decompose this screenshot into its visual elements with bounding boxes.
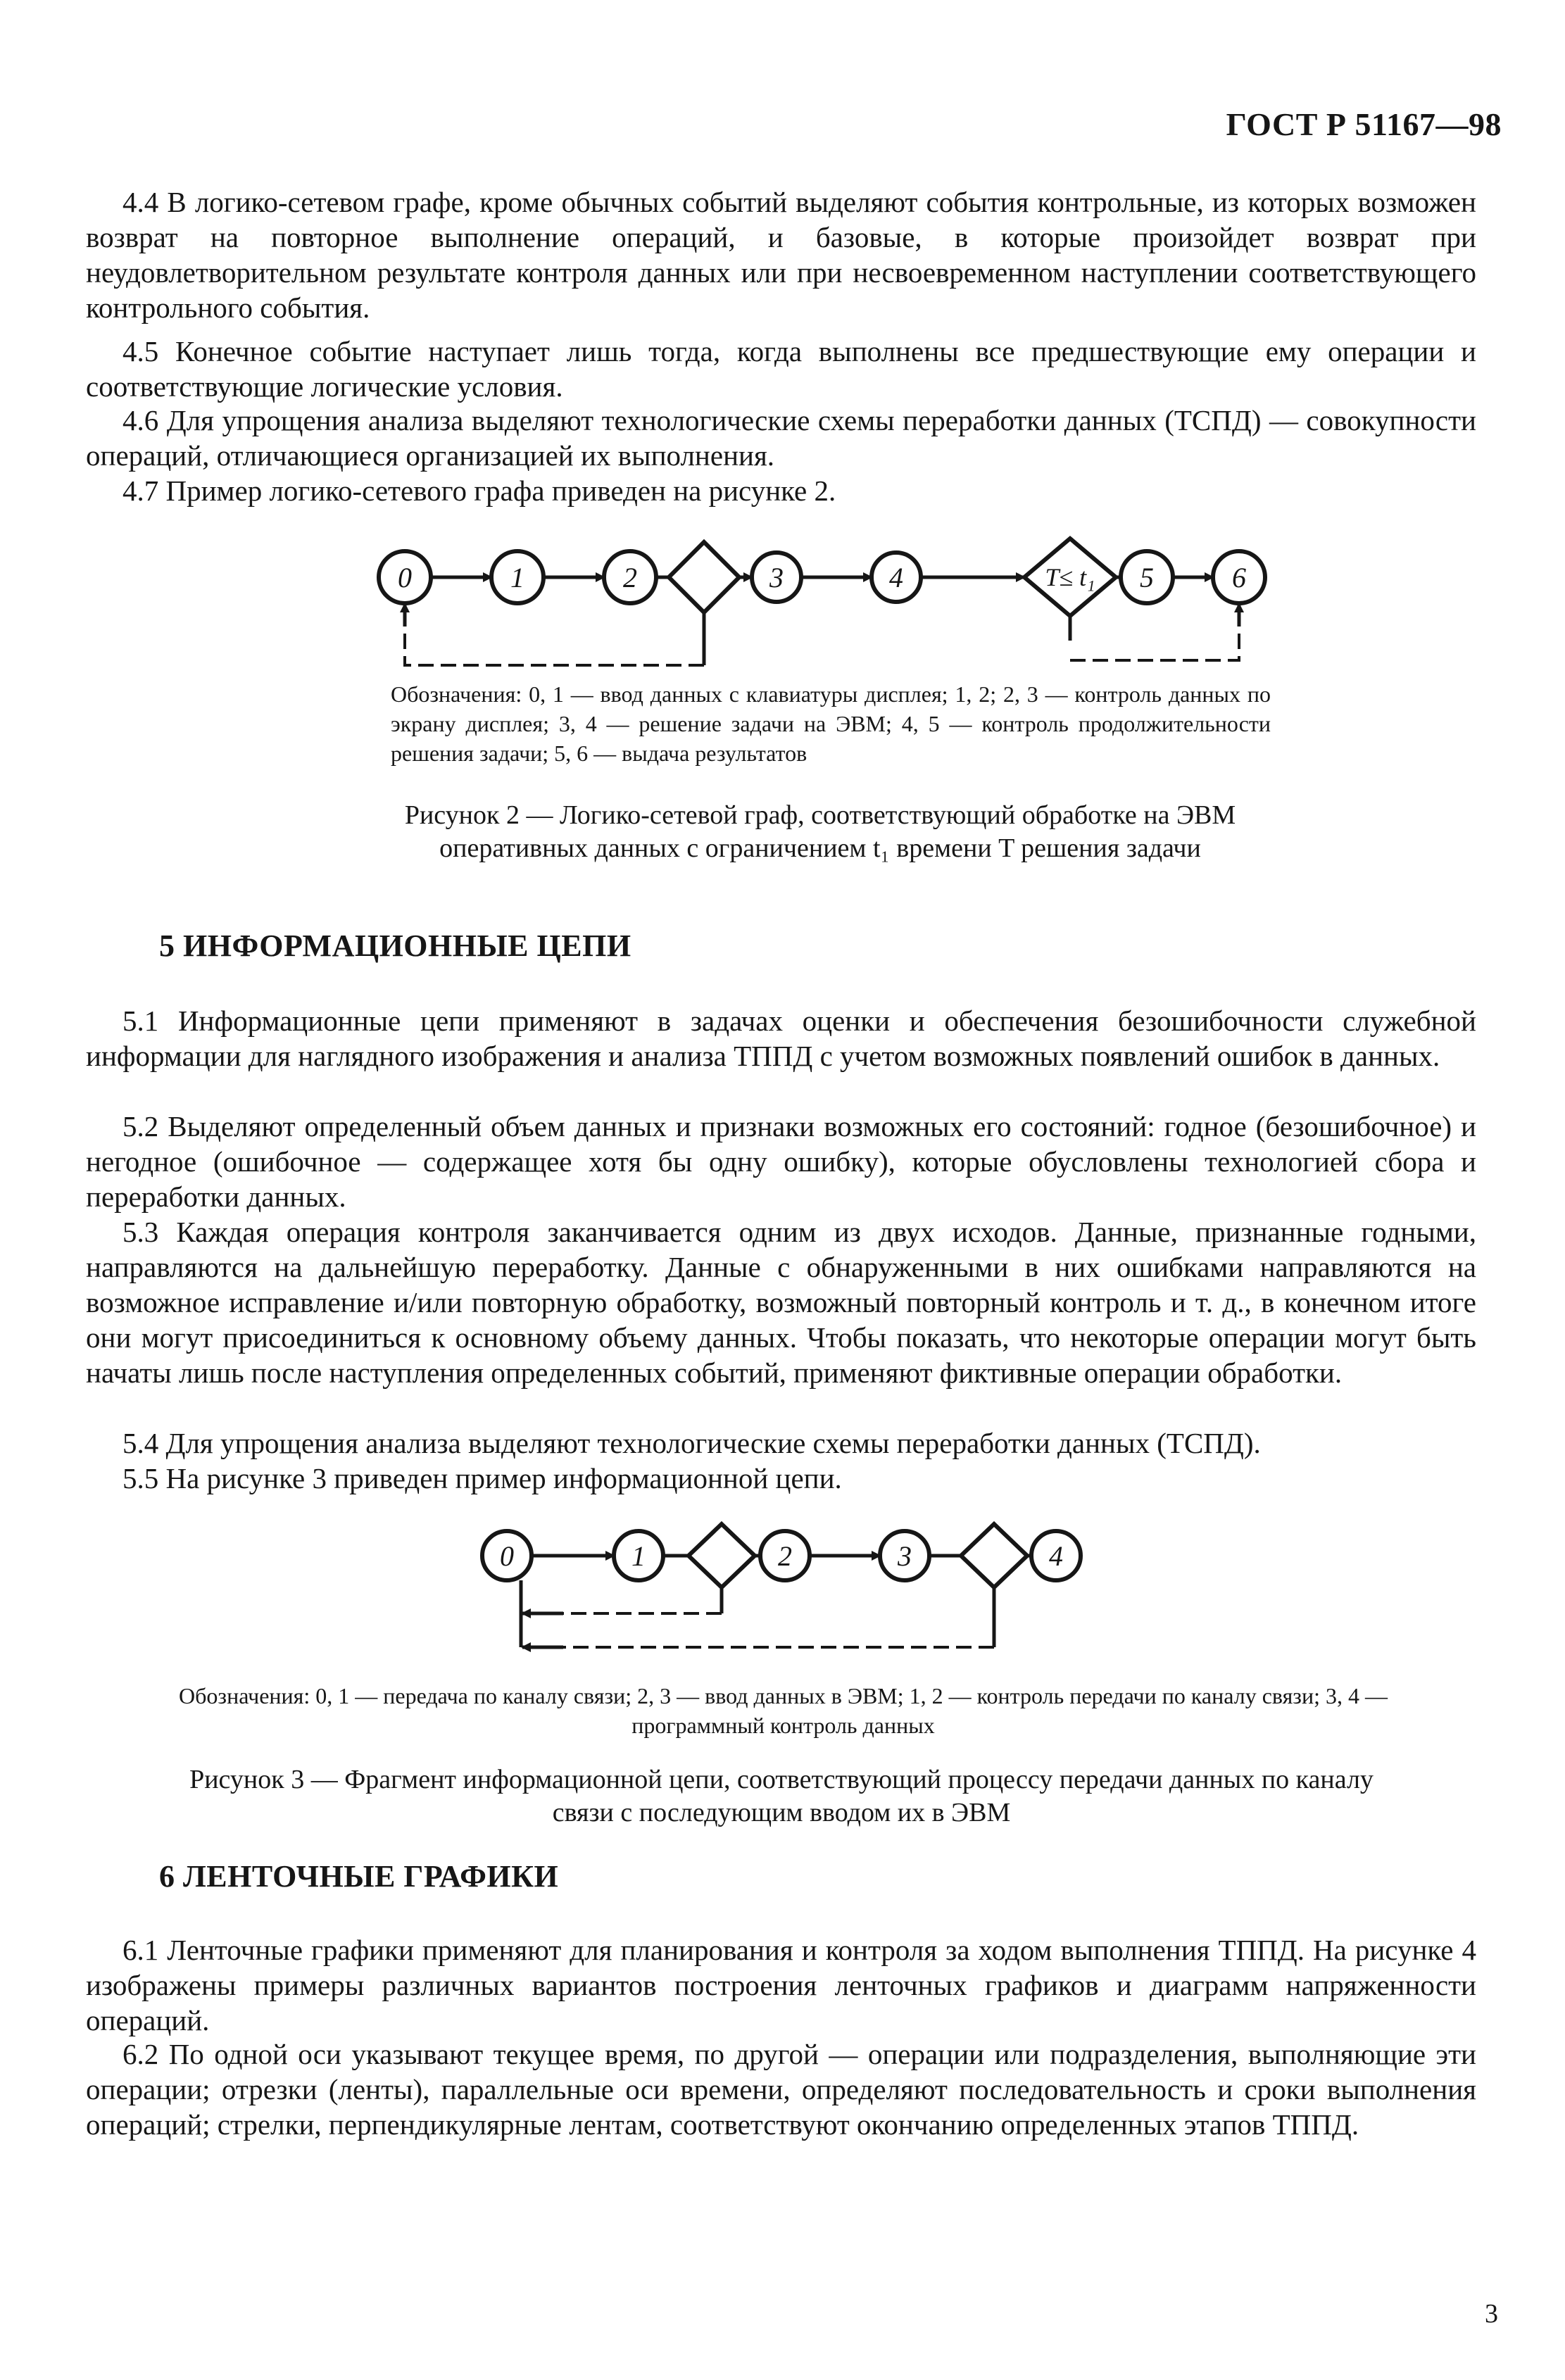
paragraph-4-7: 4.7 Пример логико-сетевого графа приведен на рисунке 2. — [122, 474, 836, 507]
paragraph-5-1: 5.1 Информационные цепи применяют в задачах оценки и обеспечения безошибочности служебной информации для наглядного изображения и анализа ТППД с учетом возможных появлений ошибок в данных. — [86, 1005, 1476, 1072]
paragraph-5-3: 5.3 Каждая операция контроля заканчивается одним из двух исходов. Данные, признанные годными, направляются на дальнейшую переработку. Данные с обнаруженными в них ошибками направляются на возможное исправление и/или повторную обработку, возможный повторный контроль и т. д., в конечном итоге они могут присоединиться к основному объему данных. Чтобы показать, что некоторые операции могут быть начаты лишь после наступления определенных событий, применяют фиктивные операции обработки. — [86, 1216, 1476, 1389]
svg-text:1: 1 — [510, 562, 524, 593]
figure-3-chain — [479, 1520, 1112, 1661]
event-node-6 — [1213, 551, 1265, 603]
svg-text:1: 1 — [631, 1540, 646, 1572]
event-node-2 — [604, 551, 656, 603]
chain-diamond-1-2 — [689, 1524, 755, 1587]
chain-node-4 — [1031, 1531, 1081, 1580]
chain-node-0 — [482, 1531, 532, 1580]
svg-text:5: 5 — [1140, 562, 1154, 593]
document-code: ГОСТ Р 51167—98 — [1226, 106, 1502, 142]
chain-diamond-3-4 — [961, 1524, 1027, 1587]
figure-2-notation: Обозначения: 0, 1 — ввод данных с клавиатуры дисплея; 1, 2; 2, 3 — контроль данных по экрану дисплея; 3, 4 — решение задачи на ЭВМ; 4, 5 — контроль продолжительности решения задачи; 5, 6 — выдача результатов — [391, 681, 1271, 766]
paragraph-4-4: 4.4 В логико-сетевом графе, кроме обычных событий выделяют события контрольные, из которых возможен возврат на повторное выполнение операций, и базовые, в которые произойдет возврат при неудовлетворительном результате контроля данных или при несвоевременном наступлении соответствующего контрольного события. — [86, 186, 1476, 324]
paragraph-5-4: 5.4 Для упрощения анализа выделяют технологические схемы переработки данных (ТСПД). — [122, 1427, 1261, 1459]
paragraph-4-6: 4.6 Для упрощения анализа выделяют технологические схемы переработки данных (ТСПД) — совокупности операций, отличающиеся организацией их выполнения. — [86, 404, 1476, 472]
section-6-title: 6 ЛЕНТОЧНЫЕ ГРАФИКИ — [159, 1859, 559, 1894]
event-node-3 — [752, 553, 801, 602]
paragraph-5-2: 5.2 Выделяют определенный объем данных и признаки возможных его состояний: годное (безошибочное) и негодное (ошибочное — содержащее хотя бы одну ошибку), которые обусловлены технологией сбора и переработки данных. — [86, 1110, 1476, 1213]
svg-text:2: 2 — [623, 562, 637, 593]
paragraph-6-1: 6.1 Ленточные графики применяют для планирования и контроля за ходом выполнения ТППД. На рисунке 4 изображены примеры различных вариантов построения ленточных графиков и диаграмм напряженности операций. — [86, 1934, 1476, 2036]
chain-node-2 — [760, 1531, 810, 1580]
figure-3-notation: Обозначения: 0, 1 — передача по каналу связи; 2, 3 — ввод данных в ЭВМ; 1, 2 — контроль передачи по каналу связи; 3, 4 — программный контроль данных — [179, 1683, 1388, 1738]
return-line-to-0 — [405, 614, 704, 665]
chain-node-1 — [614, 1531, 663, 1580]
event-node-1 — [491, 551, 543, 603]
event-node-0 — [379, 551, 431, 603]
control-diamond-2 — [669, 542, 739, 612]
paragraph-4-5: 4.5 Конечное событие наступает лишь тогда, когда выполнены все предшествующие ему операции и соответствующие логические условия. — [86, 335, 1476, 403]
figure-3-caption: Рисунок 3 — Фрагмент информационной цепи, соответствующий процессу передачи данных по каналу связи с последующим вводом их в ЭВМ — [189, 1765, 1374, 1827]
svg-text:2: 2 — [778, 1540, 792, 1572]
svg-text:0: 0 — [500, 1540, 514, 1572]
return-line-to-6 — [1070, 614, 1239, 660]
svg-text:3: 3 — [898, 1540, 912, 1572]
event-node-4 — [872, 553, 921, 602]
figure-2-caption: Рисунок 2 — Логико-сетевой граф, соответствующий обработке на ЭВМ оперативных данных с ограничением t₁ времени T решения задачи — [404, 800, 1236, 863]
svg-text:0: 0 — [398, 562, 412, 593]
svg-text:6: 6 — [1232, 562, 1246, 593]
svg-text:4: 4 — [889, 562, 903, 593]
paragraph-6-2: 6.2 По одной оси указывают текущее время, по другой — операции или подразделения, выполняющие эти операции; отрезки (ленты), параллельные оси времени, определяют последовательность и сроки выполнения операций; стрелки, перпендикулярные лентам, соответствуют окончанию определенных этапов ТППД. — [86, 2038, 1476, 2141]
svg-text:3: 3 — [769, 562, 784, 593]
paragraph-5-5: 5.5 На рисунке 3 приведен пример информационной цепи. — [122, 1462, 842, 1494]
figure-2-graph — [366, 535, 1352, 676]
condition-label: T≤ t₁ — [1045, 563, 1095, 591]
chain-node-3 — [880, 1531, 929, 1580]
section-5-title: 5 ИНФОРМАЦИОННЫЕ ЦЕПИ — [159, 928, 631, 963]
svg-text:4: 4 — [1049, 1540, 1063, 1572]
event-node-5 — [1121, 551, 1173, 603]
page-number: 3 — [1485, 2299, 1498, 2329]
